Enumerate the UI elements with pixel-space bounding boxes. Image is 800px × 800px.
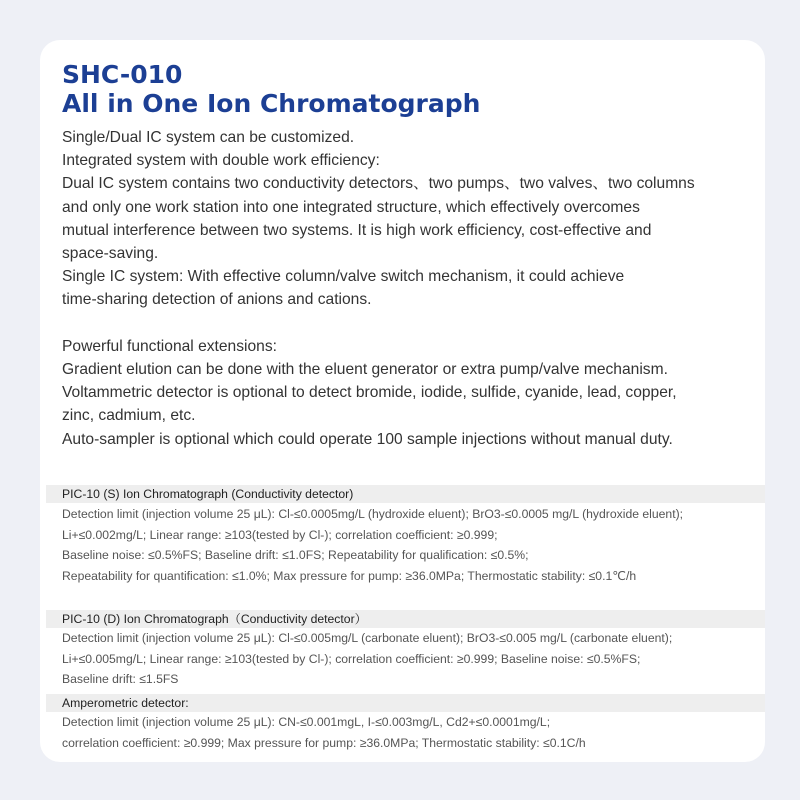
intro-line: Single IC system: With effective column/valve switch mechanism, it could achieve [62,268,625,286]
extensions-heading: Powerful functional extensions: [62,337,277,355]
intro-description [62,126,762,451]
extension-line: Auto-sampler is optional which could operate 100 sample injections without manual duty. [62,430,673,448]
spec-line: Detection limit (injection volume 25 μL): CN-≤0.001mgL, I-≤0.003mg/L, Cd2+≤0.0001mg/L; [62,715,551,729]
extension-line: zinc, cadmium, etc. [62,407,196,425]
spec-line: Repeatability for quantification: ≤1.0%; Max pressure for pump: ≥36.0MPa; Thermostatic stability: ≤0.1℃/h [62,568,637,583]
intro-line: mutual interference between two systems. It is high work efficiency, cost-effective and [62,221,652,239]
intro-line: time-sharing detection of anions and cations. [62,291,372,309]
model-title: SHC-010 [62,60,183,89]
spec-heading-amperometric: Amperometric detector: [46,694,765,712]
extension-line: Gradient elution can be done with the eluent generator or extra pump/valve mechanism. [62,361,668,379]
spec-body-pic10d [62,628,762,690]
spec-line: Baseline drift: ≤1.5FS [62,672,179,686]
intro-line: and only one work station into one integrated structure, which effectively overcomes [62,198,640,216]
spec-body-pic10s [62,504,762,586]
spec-line: Li+≤0.002mg/L; Linear range: ≥103(tested by Cl-); correlation coefficient: ≥0.999; [62,527,498,542]
spec-body-amperometric [62,712,762,753]
intro-line: Single/Dual IC system can be customized. [62,129,355,146]
intro-line: Dual IC system contains two conductivity detectors、two pumps、two valves、two columns [62,175,695,193]
intro-line: Integrated system with double work efficiency: [62,152,380,170]
intro-line: space-saving. [62,245,159,263]
spec-heading-pic10d: PIC-10 (D) Ion Chromatograph（Conductivity detector） [46,610,765,628]
spec-line: Baseline noise: ≤0.5%FS; Baseline drift: ≤1.0FS; Repeatability for qualification: ≤0.5%; [62,548,529,562]
spec-line: correlation coefficient: ≥0.999; Max pressure for pump: ≥36.0MPa; Thermostatic stability: ≤0.1C/h [62,735,586,750]
spec-line: Detection limit (injection volume 25 μL): Cl-≤0.0005mg/L (hydroxide eluent); BrO3-≤0.0005 mg/L (hydroxide eluent); [62,507,684,521]
spec-line: Li+≤0.005mg/L; Linear range: ≥103(tested by Cl-); correlation coefficient: ≥0.999; Baseline noise: ≤0.5%FS; [62,651,641,666]
extension-line: Voltammetric detector is optional to detect bromide, iodide, sulfide, cyanide, lead, copper, [62,384,677,402]
spec-line: Detection limit (injection volume 25 μL): Cl-≤0.005mg/L (carbonate eluent); BrO3-≤0.005 mg/L (carbonate eluent); [62,631,673,645]
product-card [40,40,765,762]
paragraph-spacer [62,312,762,335]
product-title: All in One Ion Chromatograph [62,89,481,118]
spec-heading-pic10s: PIC-10 (S) Ion Chromatograph (Conductivity detector) [46,485,765,503]
